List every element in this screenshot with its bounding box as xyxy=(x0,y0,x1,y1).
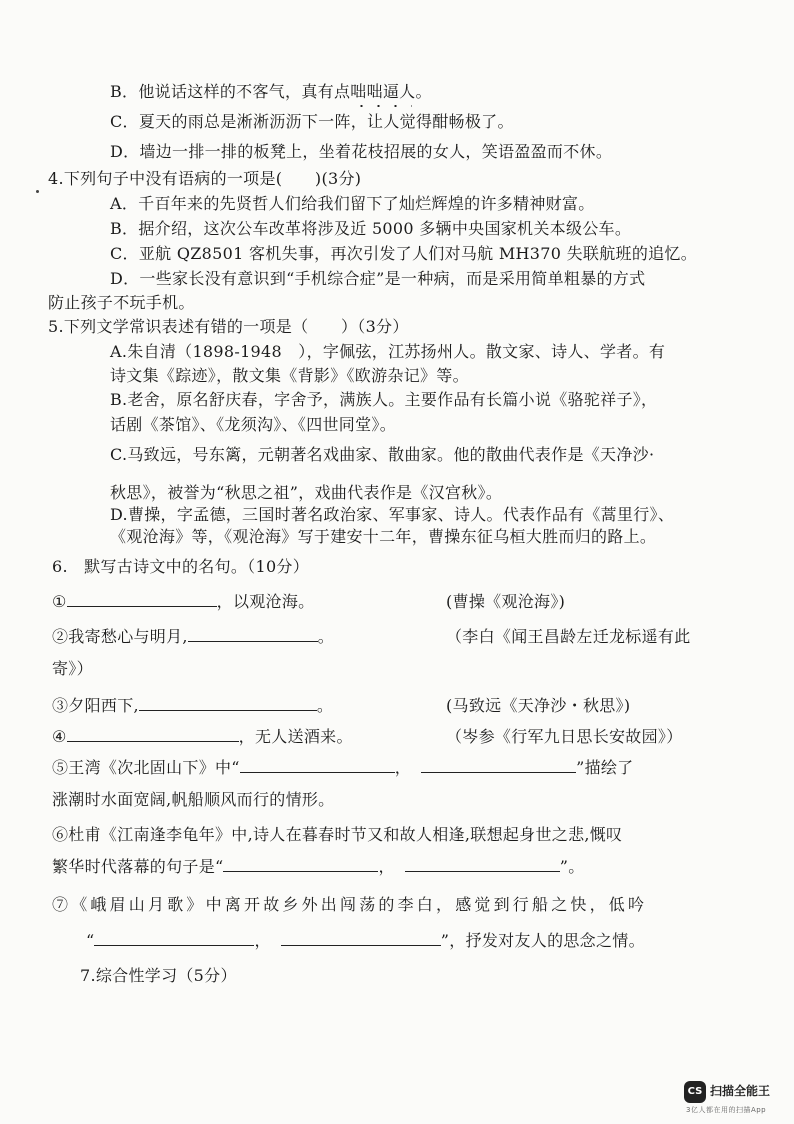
q5-stem: 5.下列文学常识表述有错的一项是（ ）（3分） xyxy=(48,317,409,336)
q6-stem: 6. 默写古诗文中的名句。（10分） xyxy=(52,557,310,576)
q6-item-3: ③夕阳西下, 。 xyxy=(52,696,334,715)
q6-item-2: ②我寄愁心与明月, 。 xyxy=(52,627,335,646)
q6-item-4: ④ ，无人送酒来。 xyxy=(52,727,353,746)
q6-item-7-cont: “ ， ”，抒发对友人的思念之情。 xyxy=(86,931,645,950)
q5-option-c-cont: 秋思》，被誉为“秋思之祖”，戏曲代表作是《汉宫秋》。 xyxy=(110,483,503,502)
q5-option-a: A.朱自清（1898-1948 ），字佩弦，江苏扬州人。散文家、诗人、学者。有 xyxy=(110,342,666,361)
q6-item-1: ① ，以观沧海。 xyxy=(52,592,315,611)
q5-option-c: C.马致远，号东篱，元朝著名戏曲家、散曲家。他的散曲代表作是《天净沙· xyxy=(110,445,655,464)
q3-option-d: D．墙边一排一排的板凳上，坐着花枝招展的女人，笑语盈盈而不休。 xyxy=(110,142,613,161)
scanner-tagline: 3亿人都在用的扫描App xyxy=(686,1106,767,1114)
q4-option-d: D．一些家长没有意识到“手机综合症”是一种病，而是采用简单粗暴的方式 xyxy=(110,269,646,288)
q5-option-b: B.老舍，原名舒庆春，字舍予，满族人。主要作品有长篇小说《骆驼祥子》， xyxy=(110,390,658,409)
q6-item-1-source: (曹操《观沧海》) xyxy=(446,592,566,611)
q6-item-5-cont: 涨潮时水面宽阔,帆船顺风而行的情形。 xyxy=(52,790,335,809)
q4-option-a: A．千百年来的先贤哲人们给我们留下了灿烂辉煌的许多精神财富。 xyxy=(110,194,595,213)
answer-blank[interactable] xyxy=(188,627,318,642)
q5-option-a-cont: 诗文集《踪迹》，散文集《背影》《欧游杂记》等。 xyxy=(110,366,469,385)
emphasis-dots: 咄咄逼人 xyxy=(350,82,416,101)
q4-option-d-cont: 防止孩子不玩手机。 xyxy=(48,293,195,312)
answer-blank[interactable] xyxy=(405,857,560,872)
q6-item-2-source-cont: 寄》） xyxy=(52,659,93,678)
q5-option-d-cont: 《观沧海》等，《观沧海》写于建安十二年，曹操东征乌桓大胜而归的路上。 xyxy=(110,527,657,546)
q5-option-d: D.曹操，字孟德，三国时著名政治家、军事家、诗人。代表作品有《蒿里行》、 xyxy=(110,505,675,524)
q6-item-6: ⑥杜甫《江南逢李龟年》中,诗人在暮春时节又和故人相逢,联想起身世之悲,慨叹 xyxy=(52,825,623,844)
answer-blank[interactable] xyxy=(223,857,378,872)
q6-item-2-source: （李白《闻王昌龄左迁龙标遥有此 xyxy=(446,627,691,646)
answer-blank[interactable] xyxy=(281,931,441,946)
answer-blank[interactable] xyxy=(67,592,217,607)
answer-blank[interactable] xyxy=(139,696,317,711)
q6-item-3-source: (马致远《天净沙・秋思》) xyxy=(446,696,631,715)
q6-item-5: ⑤王湾《次北固山下》中“ ， ”描绘了 xyxy=(52,758,634,777)
scan-speck xyxy=(36,190,39,193)
q4-option-c: C．亚航 QZ8501 客机失事，再次引发了人们对马航 MH370 失联航班的追忆。 xyxy=(110,244,698,263)
q6-item-6-cont: 繁华时代落幕的句子是“ ， ”。 xyxy=(52,857,585,876)
camscanner-logo-icon: CS xyxy=(684,1081,706,1103)
q3-option-b: B．他说话这样的不客气，真有点咄咄逼人。 xyxy=(110,82,432,101)
q6-item-4-source: （岑参《行军九日思长安故园》） xyxy=(446,727,683,746)
q5-option-b-cont: 话剧《茶馆》、《龙须沟》、《四世同堂》。 xyxy=(110,415,397,434)
answer-blank[interactable] xyxy=(421,758,576,773)
q4-stem: 4.下列句子中没有语病的一项是( )(3分) xyxy=(48,169,362,188)
answer-blank[interactable] xyxy=(94,931,254,946)
q4-option-b: B．据介绍，这次公车改革将涉及近 5000 多辆中央国家机关本级公车。 xyxy=(110,219,632,238)
q3-option-c: C．夏天的雨总是淅淅沥沥下一阵，让人觉得酣畅极了。 xyxy=(110,112,514,131)
q7-stem: 7.综合性学习（5分） xyxy=(80,966,237,985)
answer-blank[interactable] xyxy=(240,758,395,773)
q6-item-7: ⑦《峨眉山月歌》中离开故乡外出闯荡的李白，感觉到行船之快，低吟 xyxy=(52,895,648,914)
answer-blank[interactable] xyxy=(67,727,239,742)
scanner-brand: 扫描全能王 xyxy=(710,1084,771,1098)
